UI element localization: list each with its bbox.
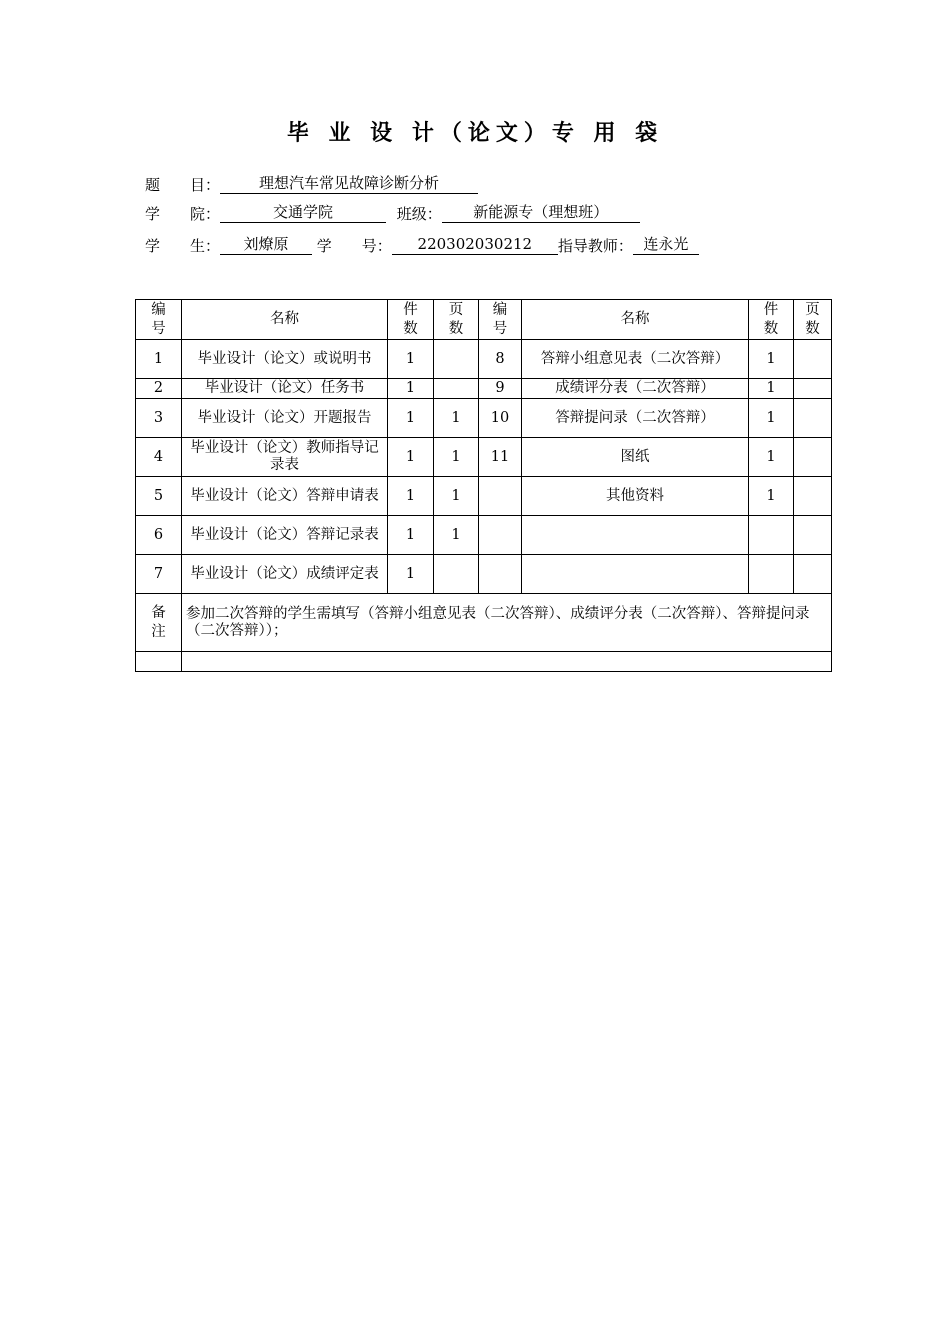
row-count: 1 (388, 477, 434, 516)
table-row (136, 399, 832, 438)
row-no-right: 9 (479, 379, 522, 399)
remarks-label: 备注 (136, 594, 182, 652)
row-no-right (479, 477, 522, 516)
row-pages-right (794, 438, 832, 477)
row-count-right: 1 (749, 477, 794, 516)
row-count: 1 (388, 379, 434, 399)
student-value: 刘燎原 (220, 235, 312, 255)
row-name: 毕业设计（论文）或说明书 (182, 340, 388, 379)
row-no-right (479, 516, 522, 555)
row-count-right (749, 555, 794, 594)
row-count-right: 1 (749, 379, 794, 399)
row-name-right (522, 516, 749, 555)
blank-cell-right (182, 652, 832, 672)
class-label: 班级： (396, 205, 442, 223)
row-name-right: 成绩评分表（二次答辩） (522, 379, 749, 399)
table-header-row (136, 300, 832, 340)
page-title: 毕 业 设 计（论文）专 用 袋 (286, 121, 664, 146)
row-count: 1 (388, 340, 434, 379)
row-pages-right (794, 555, 832, 594)
advisor-value: 连永光 (633, 235, 699, 255)
row-name-right: 答辩小组意见表（二次答辩） (522, 340, 749, 379)
header-name-right: 名称 (522, 300, 749, 340)
row-name: 毕业设计（论文）答辩申请表 (182, 477, 388, 516)
header-no-right: 编号 (479, 300, 522, 340)
row-pages (434, 340, 479, 379)
class-value: 新能源专（理想班） (442, 203, 640, 223)
college-label: 学 院： (145, 205, 221, 223)
row-no-right: 11 (479, 438, 522, 477)
row-pages (434, 555, 479, 594)
row-name-right: 其他资料 (522, 477, 749, 516)
id-label: 学 号： (316, 237, 392, 255)
row-pages: 1 (434, 477, 479, 516)
row-pages: 1 (434, 516, 479, 555)
table-row (136, 340, 832, 379)
row-count: 1 (388, 555, 434, 594)
header-pages-left: 页数 (434, 300, 479, 340)
row-no: 1 (136, 340, 182, 379)
topic-label: 题 目： (145, 176, 221, 194)
row-no: 4 (136, 438, 182, 477)
row-count: 1 (388, 399, 434, 438)
row-name-right: 图纸 (522, 438, 749, 477)
row-count-right: 1 (749, 438, 794, 477)
topic-value: 理想汽车常见故障诊断分析 (220, 174, 478, 194)
header-count-left: 件数 (388, 300, 434, 340)
row-pages-right (794, 340, 832, 379)
student-label: 学 生： (145, 237, 221, 255)
row-no-right (479, 555, 522, 594)
row-pages-right (794, 477, 832, 516)
row-name: 毕业设计（论文）答辩记录表 (182, 516, 388, 555)
row-name: 毕业设计（论文）任务书 (182, 379, 388, 399)
row-no-right: 10 (479, 399, 522, 438)
row-count-right: 1 (749, 340, 794, 379)
row-pages: 1 (434, 438, 479, 477)
advisor-label: 指导教师： (557, 237, 633, 255)
row-no: 2 (136, 379, 182, 399)
row-count: 1 (388, 438, 434, 477)
topic-row (145, 174, 478, 196)
blank-cell-left (136, 652, 182, 672)
college-value: 交通学院 (220, 203, 386, 223)
header-no-left: 编号 (136, 300, 182, 340)
row-count-right: 1 (749, 399, 794, 438)
remarks-row (136, 594, 832, 652)
row-pages (434, 379, 479, 399)
table-row (136, 516, 832, 555)
contents-table (135, 299, 832, 672)
remarks-text: 参加二次答辩的学生需填写（答辩小组意见表（二次答辩）、成绩评分表（二次答辩）、答辩提问录（二次答辩））； (182, 594, 832, 652)
row-count: 1 (388, 516, 434, 555)
row-no: 7 (136, 555, 182, 594)
row-name: 毕业设计（论文）教师指导记录表 (182, 438, 388, 477)
college-row (145, 203, 640, 225)
row-name: 毕业设计（论文）成绩评定表 (182, 555, 388, 594)
row-name-right (522, 555, 749, 594)
table-row (136, 438, 832, 477)
row-name-right: 答辩提问录（二次答辩） (522, 399, 749, 438)
blank-row (136, 652, 832, 672)
row-pages: 1 (434, 399, 479, 438)
id-value: 220302030212 (392, 235, 558, 255)
student-row (145, 235, 699, 257)
row-count-right (749, 516, 794, 555)
row-name: 毕业设计（论文）开题报告 (182, 399, 388, 438)
row-no: 3 (136, 399, 182, 438)
table-row (136, 477, 832, 516)
row-pages-right (794, 379, 832, 399)
row-pages-right (794, 516, 832, 555)
table-row (136, 379, 832, 399)
row-pages-right (794, 399, 832, 438)
row-no: 6 (136, 516, 182, 555)
row-no: 5 (136, 477, 182, 516)
row-no-right: 8 (479, 340, 522, 379)
header-pages-right: 页数 (794, 300, 832, 340)
table-row (136, 555, 832, 594)
header-name-left: 名称 (182, 300, 388, 340)
header-count-right: 件数 (749, 300, 794, 340)
